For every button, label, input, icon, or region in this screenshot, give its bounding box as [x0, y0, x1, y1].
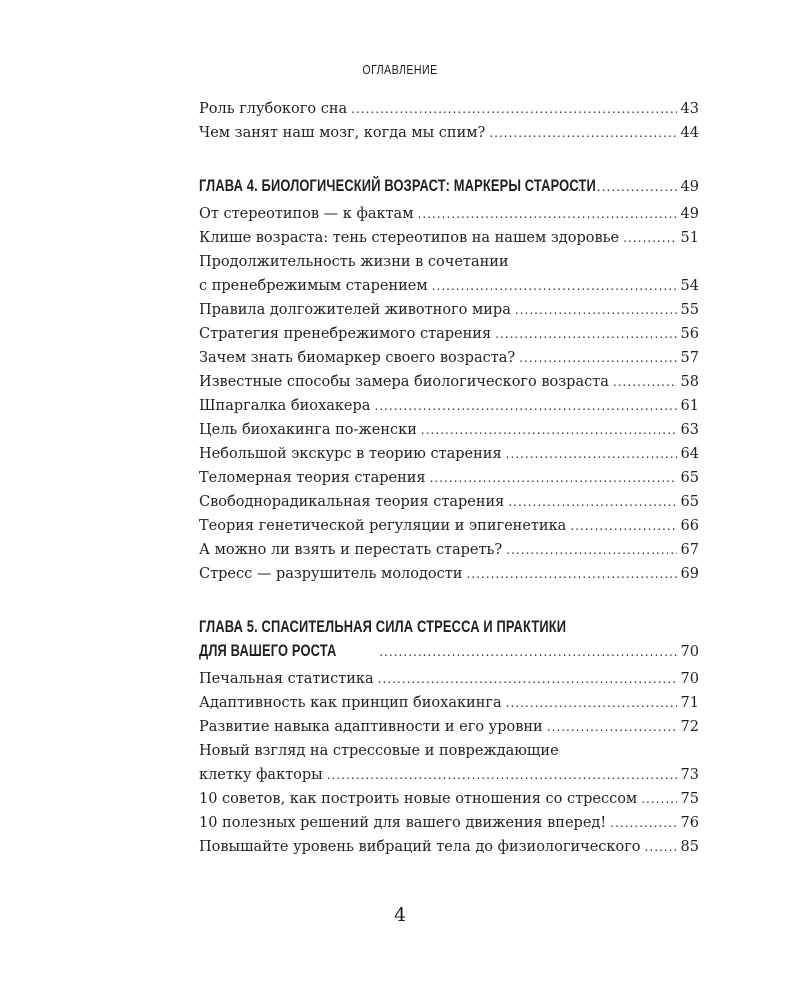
- dot-leader: [508, 490, 676, 514]
- chapter-heading: [199, 174, 699, 198]
- toc-entry-title: Печальная статистика: [199, 671, 374, 687]
- chapter-5: [199, 615, 699, 663]
- toc-entry-title-line1: Новый взгляд на стрессовые и повреждающие: [199, 743, 559, 759]
- dot-leader: [613, 370, 677, 394]
- toc-entry-page: 72: [680, 719, 699, 735]
- toc-entry-page: 76: [680, 815, 699, 831]
- page-number: 4: [393, 904, 407, 926]
- toc-entry-title: Теория генетической регуляции и эпигенетика: [199, 518, 567, 534]
- toc-entry-page: 55: [680, 302, 699, 318]
- toc-entry-title: Шпаргалка биохакера: [199, 398, 371, 414]
- toc-entry-page: 75: [680, 791, 699, 807]
- dot-leader: [351, 97, 676, 121]
- toc-entry-page: 70: [680, 671, 699, 687]
- dot-leader: [519, 346, 676, 370]
- dot-leader: [430, 466, 677, 490]
- toc-entry-title: Правила долгожителей животного мира: [199, 302, 511, 318]
- toc-entry-title: Небольшой экскурс в теорию старения: [199, 446, 502, 462]
- dot-leader: [489, 121, 676, 145]
- toc-entry-page: 65: [680, 494, 699, 510]
- running-head: ОГЛАВЛЕНИЕ: [362, 62, 438, 77]
- toc-entry-page: 64: [680, 446, 699, 462]
- toc-entry: [199, 691, 699, 715]
- toc-entry-page: 67: [680, 542, 699, 558]
- toc-entry: [199, 346, 699, 370]
- dot-leader: [417, 202, 676, 226]
- toc-entry-title: Зачем знать биомаркер своего возраста?: [199, 350, 516, 366]
- toc-entry: [199, 97, 699, 121]
- toc-entry: [199, 274, 699, 298]
- toc-entry-page: 63: [680, 422, 699, 438]
- toc-entry-title: Цель биохакинга по-женски: [199, 422, 417, 438]
- toc-entry-page: 49: [680, 206, 699, 222]
- toc-entry: [199, 226, 699, 250]
- toc-entry: [199, 490, 699, 514]
- dot-leader: [506, 538, 676, 562]
- dot-leader: [327, 763, 677, 787]
- toc-entry: [199, 442, 699, 466]
- dot-leader: [495, 322, 676, 346]
- chapter-heading-line1: [199, 615, 699, 639]
- toc-entry-title-line1: Продолжительность жизни в сочетании: [199, 254, 509, 270]
- chapter-page: 70: [680, 644, 699, 660]
- toc-entry-page: 71: [680, 695, 699, 711]
- toc-entry: [199, 835, 699, 859]
- toc-entry: [199, 466, 699, 490]
- toc-entry-title: 10 полезных решений для вашего движения вперед!: [199, 815, 607, 831]
- dot-leader: [515, 298, 677, 322]
- toc-entry-title: Чем занят наш мозг, когда мы спим?: [199, 125, 486, 141]
- toc-entry: [199, 370, 699, 394]
- dot-leader: [641, 787, 676, 811]
- dot-leader: [374, 394, 676, 418]
- toc-entry-page: 43: [680, 101, 699, 117]
- dot-leader: [432, 274, 677, 298]
- toc-entry-title: Развитие навыка адаптивности и его уровни: [199, 719, 543, 735]
- toc-entry-page: 44: [680, 125, 699, 141]
- toc-entry-page: 57: [680, 350, 699, 366]
- toc-entry-page: 56: [680, 326, 699, 342]
- dot-leader: [378, 667, 677, 691]
- toc-entry: [199, 514, 699, 538]
- dot-leader: [421, 418, 677, 442]
- toc-entry: [199, 121, 699, 145]
- chapter-title-line2: ДЛЯ ВАШЕГО РОСТА: [199, 642, 337, 660]
- chapter-4-entries: [199, 202, 699, 586]
- toc-entry-title: Теломерная теория старения: [199, 470, 426, 486]
- toc-entry-page: 69: [680, 566, 699, 582]
- dot-leader: [506, 691, 677, 715]
- toc-entry-title: Повышайте уровень вибраций тела до физиологического: [199, 839, 641, 855]
- dot-leader: [379, 640, 676, 664]
- dot-leader: [506, 442, 677, 466]
- dot-leader: [610, 811, 676, 835]
- toc-entry-page: 65: [680, 470, 699, 486]
- table-of-contents: [199, 97, 699, 859]
- toc-entry-title: Клише возраста: тень стереотипов на нашем здоровье: [199, 230, 620, 246]
- toc-entry-page: 73: [680, 767, 699, 783]
- toc-entry-page: 61: [680, 398, 699, 414]
- toc-entry-title: Роль глубокого сна: [199, 101, 348, 117]
- toc-entry-title: От стереотипов — к фактам: [199, 206, 414, 222]
- dot-leader: [645, 835, 677, 859]
- toc-entry-page: 58: [680, 374, 699, 390]
- dot-leader: [547, 715, 677, 739]
- dot-leader: [570, 514, 676, 538]
- chapter-heading: [199, 639, 699, 663]
- toc-entry: [199, 202, 699, 226]
- toc-entry-title: клетку факторы: [199, 767, 323, 783]
- toc-entry-title: Стратегия пренебрежимого старения: [199, 326, 492, 342]
- toc-entry-title: 10 советов, как построить новые отношения со стрессом: [199, 791, 638, 807]
- toc-entry: [199, 298, 699, 322]
- toc-entry: [199, 418, 699, 442]
- toc-entry-title: Известные способы замера биологического возраста: [199, 374, 609, 390]
- toc-entry-page: 54: [680, 278, 699, 294]
- toc-entry: [199, 715, 699, 739]
- dot-leader: [466, 562, 676, 586]
- toc-entry-page: 51: [680, 230, 699, 246]
- toc-entry: [199, 538, 699, 562]
- toc-entry: [199, 394, 699, 418]
- toc-entry-page: 66: [680, 518, 699, 534]
- chapter-title: ГЛАВА 4. БИОЛОГИЧЕСКИЙ ВОЗРАСТ: МАРКЕРЫ СТАРОСТИ: [199, 177, 596, 195]
- toc-entry-title: с пренебрежимым старением: [199, 278, 428, 294]
- toc-entry: [199, 763, 699, 787]
- chapter-5-entries: [199, 667, 699, 859]
- toc-entry: [199, 562, 699, 586]
- toc-entry: [199, 787, 699, 811]
- chapter-page: 49: [680, 179, 699, 195]
- chapter-title-line1: ГЛАВА 5. СПАСИТЕЛЬНАЯ СИЛА СТРЕССА И ПРАКТИКИ: [199, 618, 567, 636]
- toc-entry-title: А можно ли взять и перестать стареть?: [199, 542, 503, 558]
- toc-entry: [199, 811, 699, 835]
- chapter-4: [199, 174, 699, 198]
- toc-entry-page: 85: [680, 839, 699, 855]
- toc-entry-title: Свободнорадикальная теория старения: [199, 494, 505, 510]
- toc-entry-title: Адаптивность как принцип биохакинга: [199, 695, 502, 711]
- toc-entry-title: Стресс — разрушитель молодости: [199, 566, 463, 582]
- dot-leader: [623, 226, 676, 250]
- toc-entry: [199, 322, 699, 346]
- toc-entry: [199, 667, 699, 691]
